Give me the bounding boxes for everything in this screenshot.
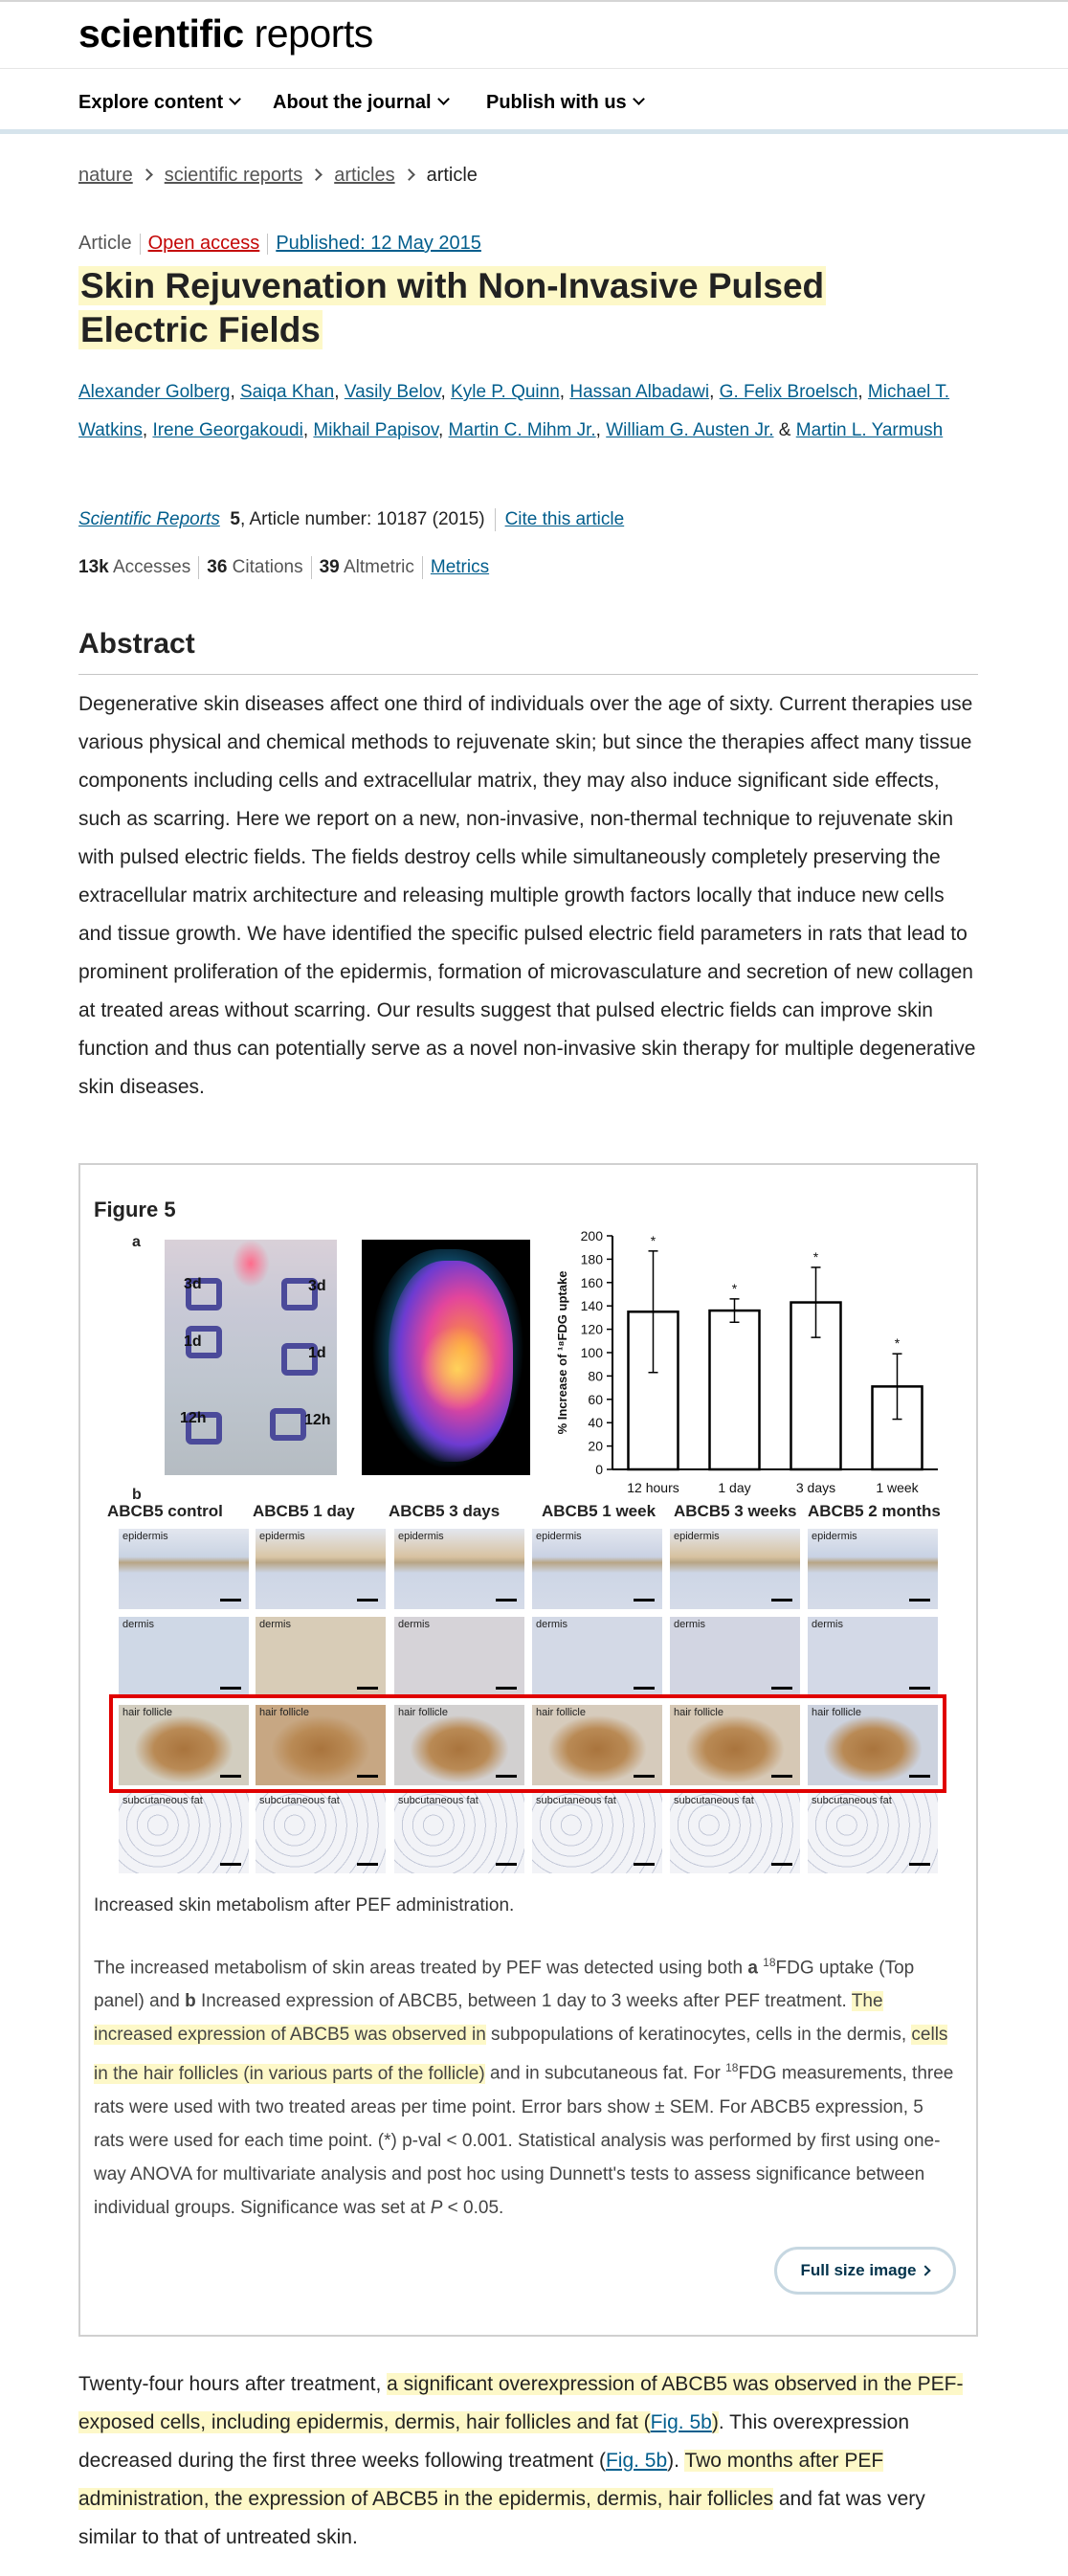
scale-bar bbox=[496, 1863, 517, 1866]
x-tick-label: 3 days bbox=[795, 1480, 836, 1495]
tile-label: hair follicle bbox=[259, 1707, 309, 1718]
tile-label: subcutaneous fat bbox=[536, 1795, 616, 1806]
photo-label: 3d bbox=[184, 1276, 202, 1292]
fig-5b-link[interactable]: Fig. 5b bbox=[605, 2450, 668, 2472]
y-axis-label: % Increase of ¹⁸FDG uptake bbox=[555, 1270, 569, 1435]
tile-label: hair follicle bbox=[122, 1707, 172, 1718]
abstract-heading: Abstract bbox=[78, 628, 195, 660]
significance-marker: * bbox=[650, 1232, 656, 1248]
fdg-uptake-chart bbox=[545, 1228, 947, 1496]
journal-logo[interactable]: scientific reports bbox=[78, 11, 373, 56]
histology-tile bbox=[670, 1617, 800, 1697]
metrics-link[interactable]: Metrics bbox=[430, 557, 490, 578]
panel-b-label: b bbox=[132, 1487, 142, 1503]
chevron-right-icon bbox=[403, 168, 415, 181]
breadcrumb-articles[interactable]: articles bbox=[334, 165, 395, 186]
histology-tile bbox=[532, 1617, 662, 1697]
article-type: Article bbox=[78, 233, 132, 254]
scale-bar bbox=[220, 1687, 241, 1690]
scale-bar bbox=[771, 1687, 792, 1690]
tile-label: hair follicle bbox=[398, 1707, 448, 1718]
article-meta bbox=[78, 233, 481, 255]
scale-bar bbox=[357, 1599, 378, 1602]
author-link[interactable]: Alexander Golberg bbox=[78, 382, 231, 402]
column-head: ABCB5 1 week bbox=[542, 1502, 656, 1520]
tile-label: epidermis bbox=[259, 1531, 305, 1542]
y-tick-label: 200 bbox=[580, 1228, 603, 1243]
photo-label: 12h bbox=[304, 1412, 331, 1428]
divider bbox=[78, 674, 978, 675]
accesses-count: 13k bbox=[78, 557, 109, 578]
scale-bar bbox=[357, 1863, 378, 1866]
tile-label: subcutaneous fat bbox=[259, 1795, 340, 1806]
histology-tile bbox=[394, 1529, 524, 1609]
x-tick-label: 1 week bbox=[876, 1480, 919, 1495]
breadcrumb bbox=[78, 165, 478, 187]
citations-label: Citations bbox=[232, 557, 303, 578]
y-tick-label: 80 bbox=[588, 1368, 603, 1384]
scale-bar bbox=[634, 1687, 655, 1690]
y-tick-label: 20 bbox=[588, 1438, 603, 1454]
tile-label: dermis bbox=[812, 1619, 844, 1630]
histology-tile bbox=[532, 1529, 662, 1609]
column-head: ABCB5 2 months bbox=[808, 1502, 941, 1520]
scale-bar bbox=[634, 1599, 655, 1602]
tile-label: subcutaneous fat bbox=[398, 1795, 478, 1806]
histology-tile bbox=[808, 1529, 938, 1609]
article-number: , Article number: 10187 (2015) bbox=[239, 509, 485, 530]
y-tick-label: 60 bbox=[588, 1391, 603, 1407]
histology-tile bbox=[256, 1617, 386, 1697]
figure-caption: The increased metabolism of skin areas treated by PEF was detected using both a $^{18}$FDG uptake (Top panel) and b Increased expression of ABCB5, between 1 day to 3 weeks after PEF treatment. The increased expression of ABCB5 was observed in subpopulations of keratinocytes, cells in the dermis, cells in the hair follicles (in various parts of the follicle) and in subcutaneous fat. For $^{18}$FDG measurements, three rats were used with two treated areas per time point. Error bars show ± SEM. For ABCB5 expression, 5 rats were used for each time point. (*) p-val < 0.001. Statistical analysis was performed by first using one-way ANOVA for multivariate analysis and post hoc using Dunnett's tests to assess significance between individual groups. Significance was set at P < 0.05. bbox=[94, 1956, 954, 2218]
journal-link[interactable]: Scientific Reports bbox=[78, 509, 220, 530]
body-paragraph: Twenty-four hours after treatment, a significant overexpression of ABCB5 was observed in the PEF-exposed cells, including epidermis, dermis, hair follicles and fat (Fig. 5b). This overexpression decreased during the first three weeks following treatment (Fig. 5b). Two months after PEF administration, the expression of ABCB5 in the epidermis, dermis, hair follicles and fat was very similar to that of untreated skin. bbox=[78, 2373, 964, 2548]
breadcrumb-scientific-reports[interactable]: scientific reports bbox=[164, 165, 303, 186]
panel-a-label: a bbox=[132, 1234, 141, 1250]
scale-bar bbox=[771, 1863, 792, 1866]
breadcrumb-nature[interactable]: nature bbox=[78, 165, 133, 186]
chevron-right-icon bbox=[921, 2265, 931, 2275]
tile-label: dermis bbox=[259, 1619, 292, 1630]
tile-label: dermis bbox=[674, 1619, 706, 1630]
pet-scan-image bbox=[362, 1240, 530, 1475]
article-title: Skin Rejuvenation with Non-Invasive Pulsed Electric Fields bbox=[80, 266, 825, 349]
histology-tile bbox=[670, 1793, 800, 1873]
author-link[interactable]: Mikhail Papisov bbox=[313, 420, 438, 440]
scale-bar bbox=[909, 1687, 930, 1690]
volume: 5 bbox=[230, 509, 240, 530]
tile-label: epidermis bbox=[398, 1531, 444, 1542]
histology-tile bbox=[394, 1617, 524, 1697]
author-link[interactable]: Kyle P. Quinn bbox=[451, 382, 560, 402]
author-link[interactable]: Martin C. Mihm Jr. bbox=[448, 420, 596, 440]
y-tick-label: 40 bbox=[588, 1415, 603, 1431]
highlight-box bbox=[109, 1694, 946, 1793]
column-head: ABCB5 3 weeks bbox=[674, 1502, 797, 1520]
scale-bar bbox=[220, 1599, 241, 1602]
histology-tile bbox=[670, 1529, 800, 1609]
histology-tile bbox=[119, 1617, 249, 1697]
altmetric-label: Altmetric bbox=[343, 557, 414, 578]
histology-tile bbox=[532, 1793, 662, 1873]
y-tick-label: 140 bbox=[580, 1298, 603, 1314]
site-header bbox=[0, 2, 1068, 69]
photo-label: 12h bbox=[180, 1410, 207, 1426]
photo-label: 3d bbox=[308, 1278, 326, 1294]
column-head: ABCB5 1 day bbox=[253, 1502, 355, 1520]
tile-label: dermis bbox=[398, 1619, 431, 1630]
x-tick-label: 12 hours bbox=[627, 1480, 679, 1495]
tile-label: epidermis bbox=[674, 1531, 720, 1542]
author-link[interactable]: Irene Georgakoudi bbox=[152, 420, 303, 440]
citation-line bbox=[78, 508, 624, 531]
nav-explore-content[interactable]: Explore content bbox=[78, 92, 239, 114]
tile-label: hair follicle bbox=[674, 1707, 723, 1718]
author-link[interactable]: Vasily Belov bbox=[344, 382, 441, 402]
column-head: ABCB5 control bbox=[107, 1502, 223, 1520]
main-nav bbox=[0, 69, 1068, 134]
histology-tile bbox=[119, 1793, 249, 1873]
accesses-label: Accesses bbox=[112, 557, 191, 578]
chevron-down-icon bbox=[633, 93, 645, 105]
tile-label: epidermis bbox=[122, 1531, 168, 1542]
chevron-down-icon bbox=[229, 93, 241, 105]
full-size-image-button[interactable]: Full size image bbox=[774, 2247, 956, 2295]
scale-bar bbox=[357, 1687, 378, 1690]
scale-bar bbox=[220, 1863, 241, 1866]
y-tick-label: 100 bbox=[580, 1345, 603, 1360]
author-link[interactable]: G. Felix Broelsch bbox=[719, 382, 858, 402]
metrics-bar bbox=[78, 556, 489, 579]
scale-bar bbox=[909, 1863, 930, 1866]
fig-5b-link[interactable]: Fig. 5b bbox=[650, 2411, 712, 2433]
scale-bar bbox=[496, 1687, 517, 1690]
altmetric-count: 39 bbox=[319, 557, 340, 578]
abstract-text: Degenerative skin diseases affect one third of individuals over the age of sixty. Current therapies use various physical and chemical methods to rejuvenate skin; but since the therapies affect many tissue components including cells and extracellular matrix, they may also induce significant side effects, such as scarring. Here we report on a new, non-invasive, non-thermal technique to rejuvenate skin with pulsed electric fields. The fields destroy cells while simultaneously completely preserving the extracellular matrix architecture and releasing multiple growth factors locally that induce new cells and tissue growth. We have identified the specific pulsed electric field parameters in rats that lead to prominent proliferation of the epidermis, formation of microvasculature and secretion of new collagen at treated areas without scarring. Our results suggest that pulsed electric fields can improve skin function and thus can potentially serve as a novel non-invasive skin therapy for multiple degenerative skin diseases. bbox=[78, 693, 976, 1098]
rat-photo bbox=[165, 1240, 337, 1475]
tile-label: epidermis bbox=[536, 1531, 582, 1542]
author-link[interactable]: Michael T. Watkins bbox=[78, 382, 950, 440]
photo-label: 1d bbox=[184, 1333, 202, 1350]
chevron-down-icon bbox=[437, 93, 450, 105]
chevron-right-icon bbox=[141, 168, 153, 181]
histology-tile bbox=[808, 1617, 938, 1697]
bar bbox=[710, 1310, 760, 1469]
y-tick-label: 120 bbox=[580, 1321, 603, 1337]
significance-marker: * bbox=[894, 1335, 901, 1352]
scale-bar bbox=[496, 1599, 517, 1602]
tile-label: epidermis bbox=[812, 1531, 857, 1542]
figure-caption-title: Increased skin metabolism after PEF administration. bbox=[94, 1895, 515, 1915]
nav-publish[interactable]: Publish with us bbox=[486, 92, 643, 114]
tile-label: subcutaneous fat bbox=[674, 1795, 754, 1806]
tile-label: hair follicle bbox=[536, 1707, 586, 1718]
published-date[interactable]: Published: 12 May 2015 bbox=[276, 233, 481, 254]
histology-tile bbox=[256, 1793, 386, 1873]
y-tick-label: 180 bbox=[580, 1251, 603, 1267]
x-tick-label: 1 day bbox=[718, 1480, 751, 1495]
histology-tile bbox=[394, 1793, 524, 1873]
author-link[interactable]: Martin L. Yarmush bbox=[795, 420, 944, 440]
histology-tile bbox=[119, 1529, 249, 1609]
significance-marker: * bbox=[812, 1248, 819, 1265]
breadcrumb-current: article bbox=[426, 165, 478, 186]
author-list: Alexander Golberg, Saiqa Khan, Vasily Belov, Kyle P. Quinn, Hassan Albadawi, G. Felix Broelsch, Michael T. Watkins, Irene Georgakoudi, Mikhail Papisov, Martin C. Mihm Jr., William G. Austen Jr. & Martin L. Yarmush bbox=[78, 382, 950, 440]
citations-count: 36 bbox=[207, 557, 228, 578]
author-link[interactable]: William G. Austen Jr. bbox=[606, 420, 774, 440]
tile-label: dermis bbox=[536, 1619, 568, 1630]
figure-label: Figure 5 bbox=[94, 1198, 176, 1221]
author-link[interactable]: Saiqa Khan bbox=[240, 382, 335, 402]
scale-bar bbox=[909, 1599, 930, 1602]
y-tick-label: 0 bbox=[595, 1462, 603, 1477]
cite-article-link[interactable]: Cite this article bbox=[504, 509, 625, 530]
histology-tile bbox=[808, 1793, 938, 1873]
scale-bar bbox=[634, 1863, 655, 1866]
significance-marker: * bbox=[731, 1280, 738, 1296]
column-head: ABCB5 3 days bbox=[389, 1502, 501, 1520]
tile-label: hair follicle bbox=[812, 1707, 861, 1718]
author-link[interactable]: Hassan Albadawi bbox=[569, 382, 710, 402]
open-access-link[interactable]: Open access bbox=[147, 233, 260, 254]
tile-label: subcutaneous fat bbox=[812, 1795, 892, 1806]
figure-5 bbox=[78, 1163, 978, 2337]
histology-tile bbox=[256, 1529, 386, 1609]
chevron-right-icon bbox=[310, 168, 323, 181]
nav-about-journal[interactable]: About the journal bbox=[273, 92, 448, 114]
scale-bar bbox=[771, 1599, 792, 1602]
y-tick-label: 160 bbox=[580, 1274, 603, 1290]
tile-label: subcutaneous fat bbox=[122, 1795, 203, 1806]
photo-label: 1d bbox=[308, 1345, 326, 1361]
tile-label: dermis bbox=[122, 1619, 155, 1630]
